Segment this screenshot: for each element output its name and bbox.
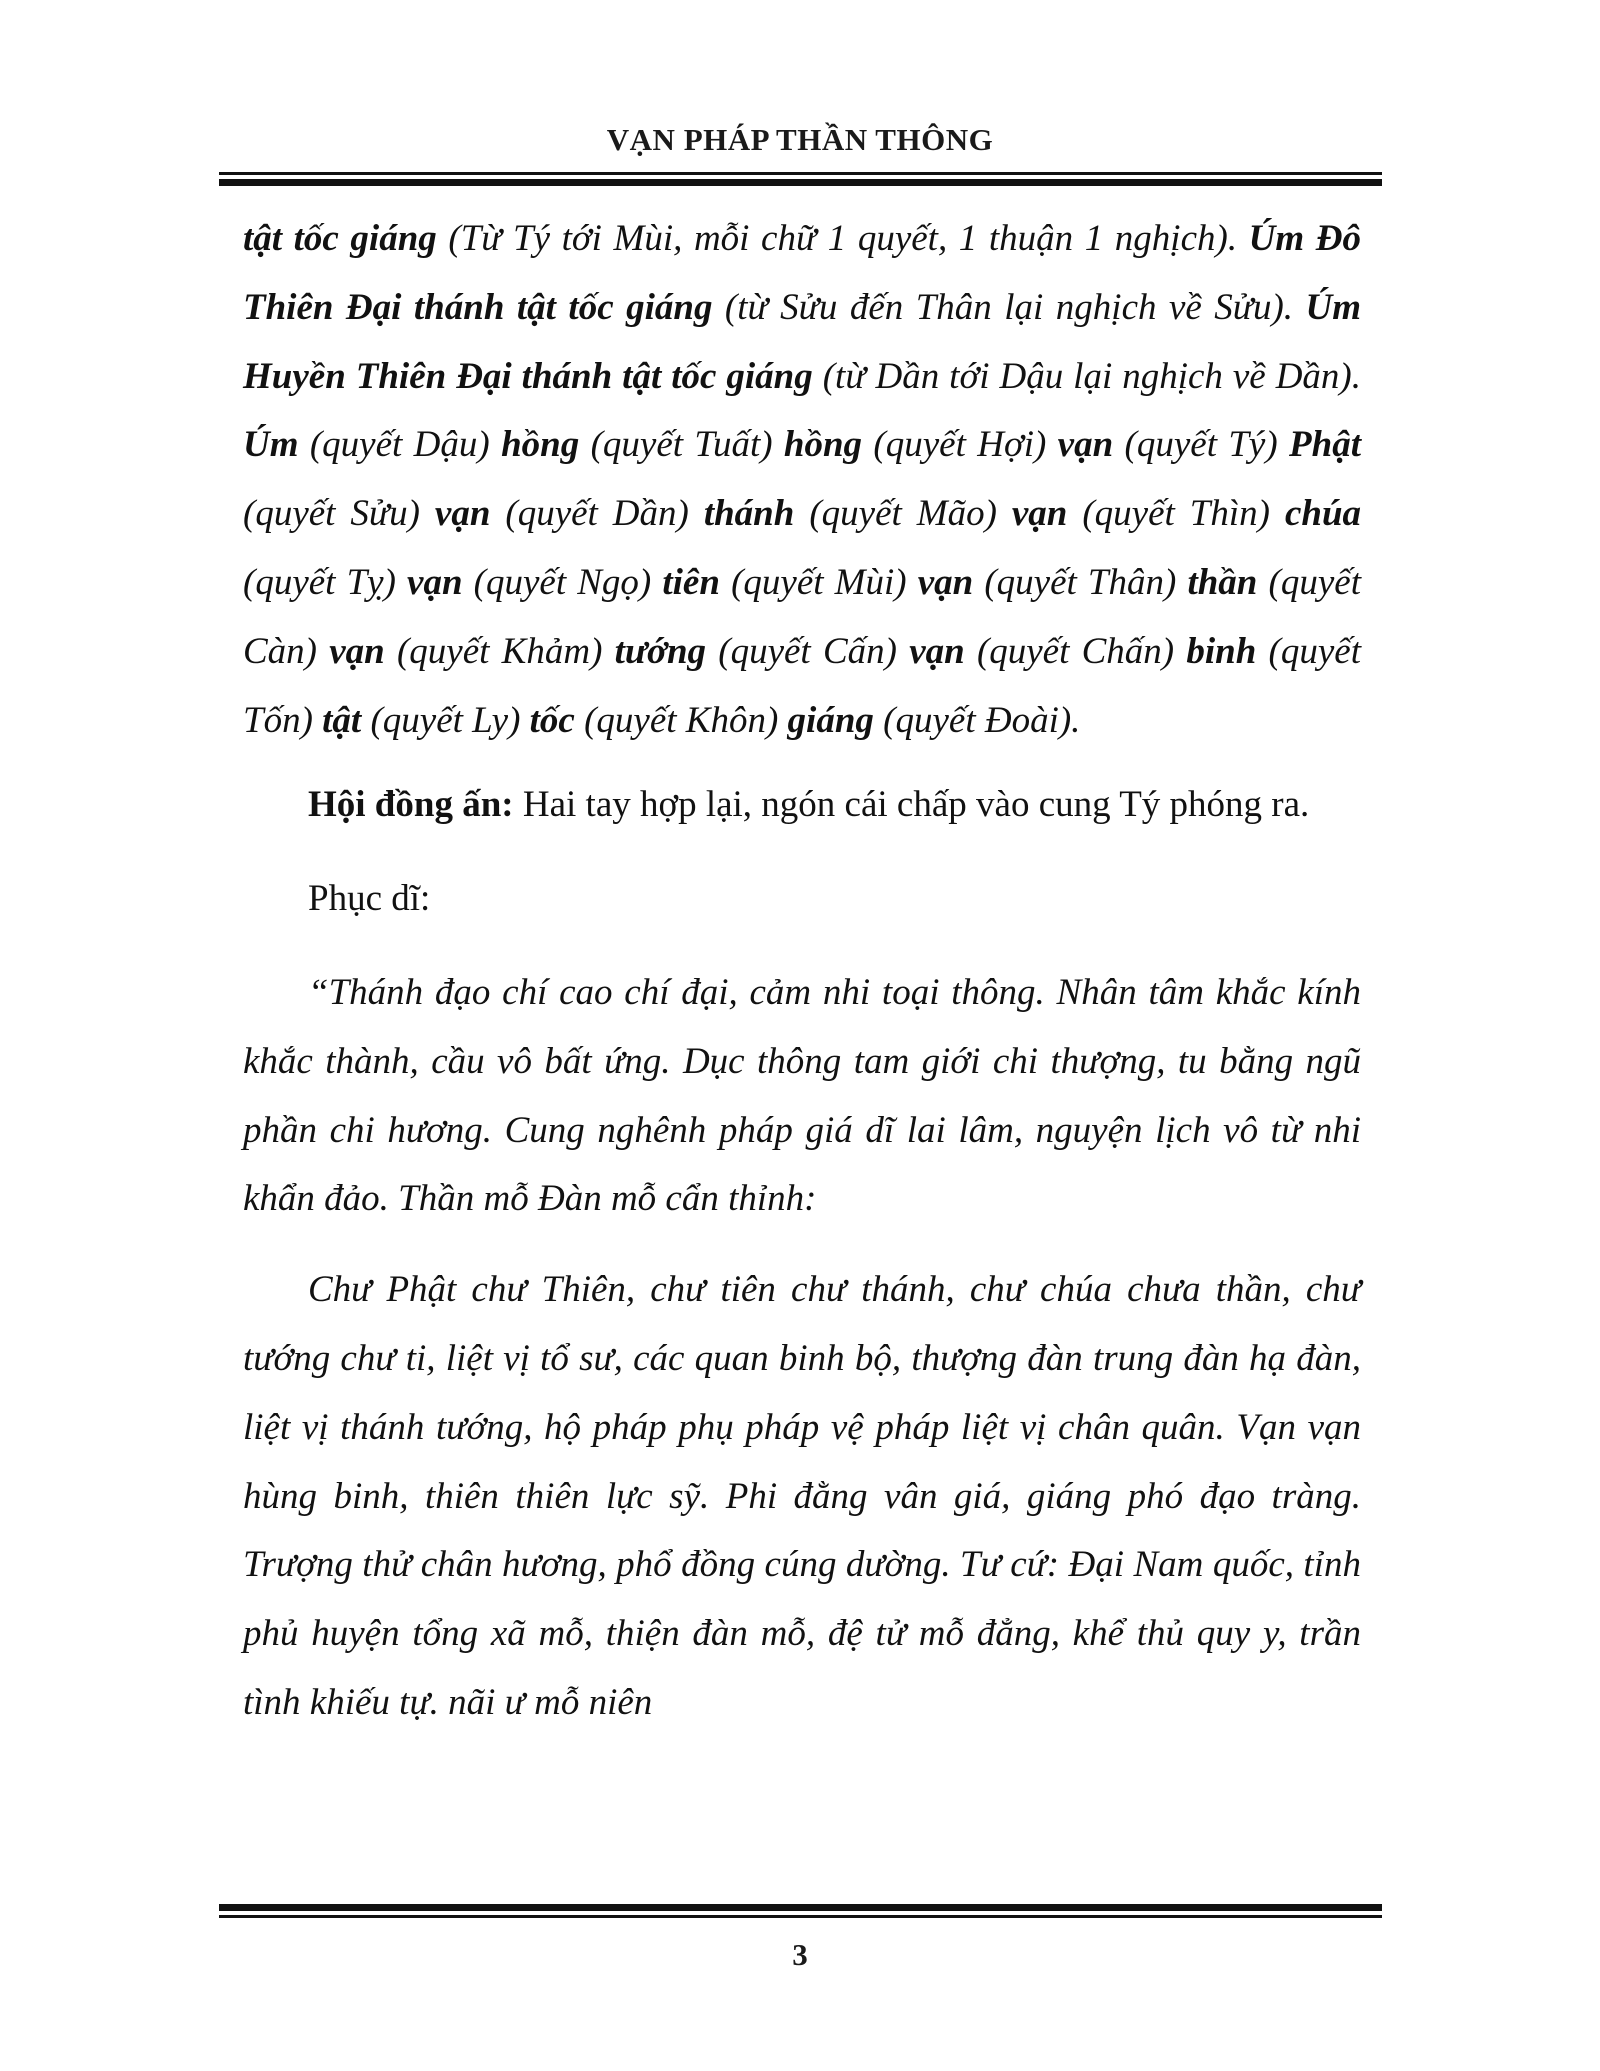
mantra-phrase: thần <box>1187 561 1258 603</box>
instruction-note: (quyết Mùi) <box>719 561 918 603</box>
mantra-phrase: tướng <box>614 630 707 672</box>
term-label: Hội đồng ấn: <box>308 784 514 826</box>
paragraph-invocation-quote: “Thánh đạo chí cao chí đại, cảm nhi toại thông. Nhân tâm khắc kính khắc thành, cầu vô bất ứng. Dục thông tam giới chi thượng, tu bằng ngũ phần chi hương. Cung nghênh pháp giá dĩ lai lâm, nguyện lịch vô từ nhi khẩn đảo. Thần mỗ Đàn mỗ cẩn thỉnh: <box>243 971 1361 1220</box>
instruction-note: (quyết Thìn) <box>1067 493 1285 535</box>
instruction-note: (quyết Mão) <box>794 493 1012 535</box>
instruction-note: (quyết Dậu) <box>298 424 502 466</box>
instruction-note: (quyết Ly) <box>361 699 530 741</box>
running-header: VẠN PHÁP THẦN THÔNG <box>606 122 994 157</box>
instruction-note: (quyết Sửu) <box>243 493 435 535</box>
mantra-phrase: tốc <box>529 699 575 741</box>
paragraph-phuc-di: Phục dĩ: <box>308 878 431 920</box>
paragraph-invocation-continued <box>243 205 1361 755</box>
instruction-note: (từ Sửu đến Thân lại nghịch về Sửu). <box>712 286 1306 328</box>
instruction-note: (từ Dần tới Dậu lại nghịch về Dần). <box>812 355 1361 397</box>
instruction-note: (quyết Dần) <box>490 493 704 535</box>
mantra-phrase: chúa <box>1284 493 1362 535</box>
instruction-note: (quyết Ngọ) <box>462 561 663 603</box>
instruction-note: (quyết Càn) <box>243 561 1361 672</box>
mantra-phrase: Úm Huyền Thiên Đại thánh tật tốc giáng <box>243 286 1362 397</box>
mantra-phrase: tiên <box>662 561 720 603</box>
mantra-phrase: tật tốc giáng <box>243 218 437 259</box>
instruction-note: (quyết Tý) <box>1113 424 1290 466</box>
instruction-note: (quyết Tốn) <box>243 630 1361 741</box>
mantra-phrase: vạn <box>1011 493 1068 535</box>
instruction-note: (quyết Thân) <box>973 561 1188 603</box>
mantra-phrase: vạn <box>407 561 463 603</box>
header-double-rule <box>219 172 1382 186</box>
mantra-phrase: Úm Đô Thiên Đại thánh tật tốc giáng <box>243 218 1361 328</box>
term-description: Hai tay hợp lại, ngón cái chấp vào cung Tý phóng ra. <box>513 784 1310 826</box>
mantra-phrase: vạn <box>909 630 965 672</box>
mantra-phrase: hồng <box>501 424 580 466</box>
paragraph-invocation-list: Chư Phật chư Thiên, chư tiên chư thánh, chư chúa chưa thần, chư tướng chư ti, liệt vị tổ sư, các quan binh bộ, thượng đàn trung đàn hạ đàn, liệt vị thánh tướng, hộ pháp phụ pháp vệ pháp liệt vị chân quân. Vạn vạn hùng binh, thiên thiên lực sỹ. Phi đằng vân giá, giáng phó đạo tràng. Trượng thử chân hương, phổ đồng cúng dường. Tư cứ: Đại Nam quốc, tỉnh phủ huyện tổng xã mỗ, thiện đàn mỗ, đệ tử mỗ đẳng, khể thủ quy y, trần tình khiếu tự. nãi ư mỗ niên <box>243 1269 1361 1723</box>
page-body <box>243 205 1361 1738</box>
instruction-note: (quyết Cấn) <box>706 630 910 672</box>
instruction-note: (quyết Tỵ) <box>243 561 408 603</box>
instruction-note: (quyết Khôn) <box>574 699 788 741</box>
instruction-note: (quyết Hợi) <box>862 424 1058 466</box>
mantra-phrase: giáng <box>787 699 874 741</box>
mantra-phrase: vạn <box>1057 424 1114 466</box>
mantra-phrase: hồng <box>783 424 863 466</box>
mantra-phrase: binh <box>1186 630 1257 672</box>
instruction-note: (quyết Chấn) <box>964 630 1187 672</box>
mantra-phrase: vạn <box>917 561 974 603</box>
instruction-note: (quyết Đoài). <box>873 699 1081 741</box>
instruction-note: (quyết Khảm) <box>384 630 615 672</box>
mantra-phrase: vạn <box>329 630 385 672</box>
footer-double-rule <box>219 1904 1382 1918</box>
mantra-phrase: thánh <box>703 493 795 535</box>
mantra-phrase: Úm <box>243 424 299 466</box>
page-number: 3 <box>792 1937 808 1972</box>
mantra-phrase: vạn <box>434 493 491 535</box>
mantra-phrase: tật <box>322 699 362 741</box>
paragraph-hoi-dong-an <box>243 771 1361 840</box>
mantra-phrase: Phật <box>1289 424 1361 466</box>
instruction-note: (quyết Tuất) <box>579 424 784 466</box>
instruction-note: (Từ Tý tới Mùi, mỗi chữ 1 quyết, 1 thuận 1 nghịch). <box>436 218 1249 259</box>
